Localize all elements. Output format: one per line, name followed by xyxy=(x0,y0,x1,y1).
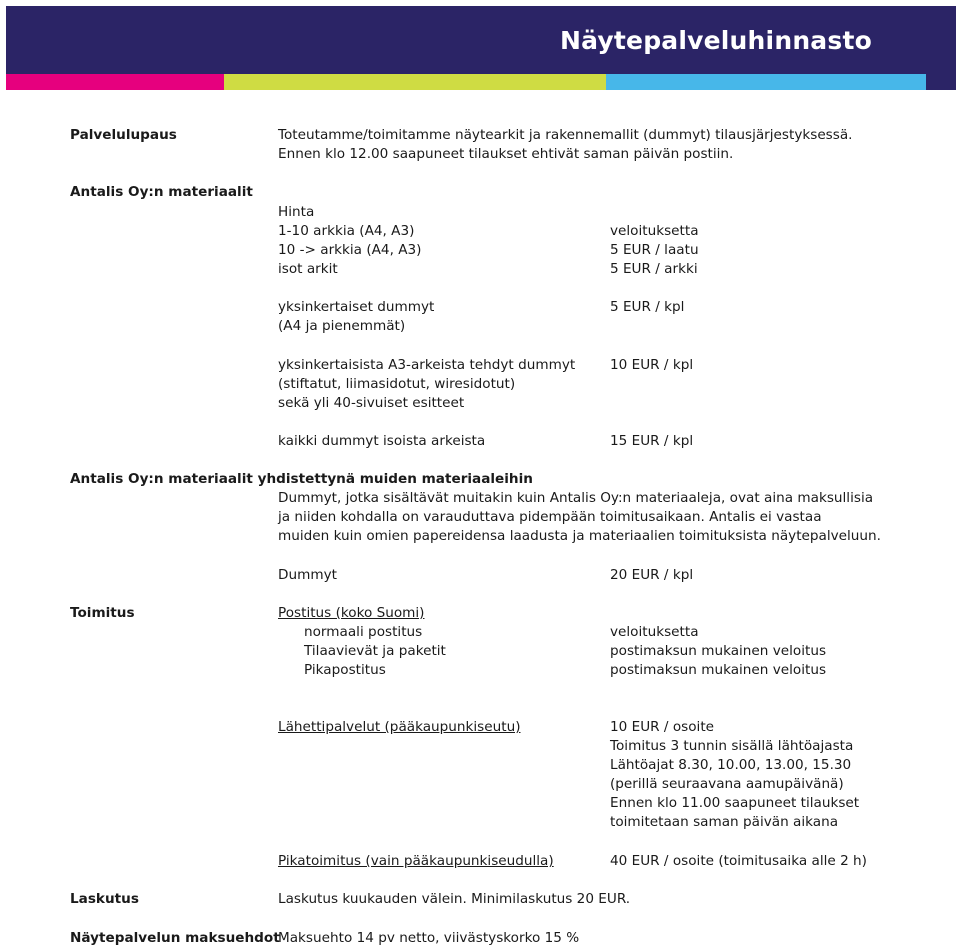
label-laskutus: Laskutus xyxy=(70,891,139,907)
hinta-heading: Hinta xyxy=(278,204,315,220)
postitus-row-price: veloituksetta xyxy=(610,624,699,640)
large-dummy-desc: kaikki dummyt isoista arkeista xyxy=(278,433,486,449)
lahetti-line: toimitetaan saman päivän aikana xyxy=(610,814,839,830)
postitus-title: Postitus (koko Suomi) xyxy=(278,605,425,621)
palvelulupaus-line-2: Ennen klo 12.00 saapuneet tilaukset ehtivät saman päivän postiin. xyxy=(278,146,734,162)
postitus-row-desc: normaali postitus xyxy=(304,624,423,640)
label-maksuehdot: Näytepalvelun maksuehdot xyxy=(70,930,280,946)
laskutus-text: Laskutus kuukauden välein. Minimilaskutus 20 EUR. xyxy=(278,891,631,907)
a3-dummy-price: 10 EUR / kpl xyxy=(610,357,694,373)
lahetti-line: Ennen klo 11.00 saapuneet tilaukset xyxy=(610,795,860,811)
postitus-row-price: postimaksun mukainen veloitus xyxy=(610,643,827,659)
postitus-row-desc: Tilaavievät ja paketit xyxy=(304,643,446,659)
pika-title: Pikatoimitus (vain pääkaupunkiseudulla) xyxy=(278,853,554,869)
price-row-value: veloituksetta xyxy=(610,223,699,239)
lahetti-line: 10 EUR / osoite xyxy=(610,719,715,735)
label-combined-materials: Antalis Oy:n materiaalit yhdistettynä muiden materiaaleihin xyxy=(70,471,533,487)
combined-line-2: ja niiden kohdalla on varauduttava pidempään toimitusaikaan. Antalis ei vastaa xyxy=(278,509,822,525)
stripe-cyan xyxy=(606,74,926,90)
combined-line-3: muiden kuin omien papereidensa laadusta ja materiaalien toimituksista näytepalveluun. xyxy=(278,528,881,544)
large-dummy-price: 15 EUR / kpl xyxy=(610,433,694,449)
stripe-magenta xyxy=(6,74,224,90)
a3-dummy-desc-2: (stiftatut, liimasidotut, wiresidotut) xyxy=(278,376,516,392)
price-row-desc: isot arkit xyxy=(278,261,338,277)
combined-dummy-price: 20 EUR / kpl xyxy=(610,567,694,583)
lahetti-line: (perillä seuraavana aamupäivänä) xyxy=(610,776,844,792)
lahetti-line: Toimitus 3 tunnin sisällä lähtöajasta xyxy=(610,738,854,754)
price-row-desc: 10 -> arkkia (A4, A3) xyxy=(278,242,422,258)
price-row-value: 5 EUR / laatu xyxy=(610,242,699,258)
postitus-row-desc: Pikapostitus xyxy=(304,662,386,678)
palvelulupaus-line-1: Toteutamme/toimitamme näytearkit ja rakennemallit (dummyt) tilausjärjestyksessä. xyxy=(278,127,853,143)
lahetti-line: Lähtöajat 8.30, 10.00, 13.00, 15.30 xyxy=(610,757,852,773)
label-toimitus: Toimitus xyxy=(70,605,135,621)
lahetti-title: Lähettipalvelut (pääkaupunkiseutu) xyxy=(278,719,521,735)
maksuehdot-text: Maksuehto 14 pv netto, viivästyskorko 15 % xyxy=(278,930,580,946)
page-title: Näytepalveluhinnasto xyxy=(559,26,872,55)
label-antalis-materiaalit: Antalis Oy:n materiaalit xyxy=(70,184,253,200)
header-banner xyxy=(6,6,956,74)
color-stripes xyxy=(6,74,956,90)
price-row-desc: 1-10 arkkia (A4, A3) xyxy=(278,223,415,239)
combined-dummy-label: Dummyt xyxy=(278,567,337,583)
pika-price: 40 EUR / osoite (toimitusaika alle 2 h) xyxy=(610,853,867,869)
price-row-value: 5 EUR / arkki xyxy=(610,261,698,277)
label-palvelulupaus: Palvelulupaus xyxy=(70,127,177,143)
a3-dummy-desc-1: yksinkertaisista A3-arkeista tehdyt dummyt xyxy=(278,357,576,373)
a3-dummy-desc-3: sekä yli 40-sivuiset esitteet xyxy=(278,395,465,411)
single-dummy-price: 5 EUR / kpl xyxy=(610,299,685,315)
single-dummy-desc-1: yksinkertaiset dummyt xyxy=(278,299,435,315)
stripe-lime xyxy=(224,74,606,90)
stripe-navy xyxy=(926,74,956,90)
combined-line-1: Dummyt, jotka sisältävät muitakin kuin Antalis Oy:n materiaaleja, ovat aina maksullisia xyxy=(278,490,874,506)
single-dummy-desc-2: (A4 ja pienemmät) xyxy=(278,318,406,334)
postitus-row-price: postimaksun mukainen veloitus xyxy=(610,662,827,678)
